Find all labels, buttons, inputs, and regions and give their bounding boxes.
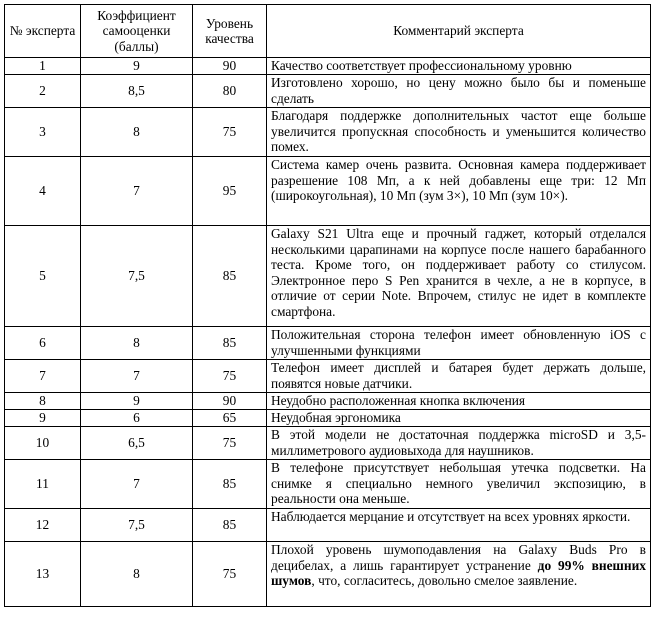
cell-expert-comment: В телефоне присутствует небольшая утечка подсветки. На снимке я специально немного увеличил экспозицию, в реальности она меньше. — [267, 460, 651, 509]
cell-expert-comment: Благодаря поддержке дополнительных частот еще больше увеличится пропускная способность и уменьшится количество помех. — [267, 108, 651, 157]
cell-quality-level: 90 — [193, 58, 267, 75]
comment-text-end: , что, согласитесь, довольно смелое заявление. — [311, 573, 578, 588]
cell-expert-comment: Телефон имеет дисплей и батарея будет держать дольше, появятся новые датчики. — [267, 360, 651, 393]
cell-quality-level: 75 — [193, 360, 267, 393]
table-row — [5, 542, 651, 607]
comment-text-start: Плохой уровень шумоподавления на Galaxy Buds Pro в децибелах, а лишь гарантирует устранение — [271, 542, 646, 573]
cell-self-score: 6,5 — [81, 427, 193, 460]
cell-quality-level: 75 — [193, 108, 267, 157]
cell-quality-level: 85 — [193, 327, 267, 360]
cell-self-score: 7 — [81, 360, 193, 393]
cell-self-score: 8 — [81, 542, 193, 607]
cell-self-score: 7 — [81, 157, 193, 226]
expert-evaluation-table — [4, 4, 651, 607]
table-row — [5, 393, 651, 410]
header-expert-number: № эксперта — [5, 5, 81, 58]
header-expert-comment: Комментарий эксперта — [267, 5, 651, 58]
table-row — [5, 427, 651, 460]
cell-expert-comment: Система камер очень развита. Основная камера поддерживает разрешение 108 Мп, а к ней добавлены еще три: 12 Мп (широкоугольная), 10 Мп (зум 3×), 10 Мп (зум 10×). — [267, 157, 651, 226]
cell-expert-number: 12 — [5, 509, 81, 542]
table-row — [5, 58, 651, 75]
expert-evaluation-document — [4, 4, 650, 607]
cell-self-score: 8,5 — [81, 75, 193, 108]
cell-expert-number: 4 — [5, 157, 81, 226]
cell-self-score: 8 — [81, 327, 193, 360]
cell-expert-number: 2 — [5, 75, 81, 108]
cell-expert-comment: Неудобная эргономика — [267, 410, 651, 427]
cell-self-score: 9 — [81, 393, 193, 410]
cell-expert-number: 5 — [5, 226, 81, 327]
cell-expert-number: 6 — [5, 327, 81, 360]
cell-expert-number: 11 — [5, 460, 81, 509]
cell-expert-comment: Изготовлено хорошо, но цену можно было бы и поменьше сделать — [267, 75, 651, 108]
table-row — [5, 460, 651, 509]
cell-expert-comment — [267, 542, 651, 607]
table-row — [5, 226, 651, 327]
cell-expert-comment: Наблюдается мерцание и отсутствует на всех уровнях яркости. — [267, 509, 651, 542]
table-row — [5, 327, 651, 360]
cell-self-score: 7,5 — [81, 509, 193, 542]
cell-expert-comment: Положительная сторона телефон имеет обновленную iOS с улучшенными функциями — [267, 327, 651, 360]
cell-self-score: 9 — [81, 58, 193, 75]
cell-quality-level: 90 — [193, 393, 267, 410]
cell-expert-comment: Неудобно расположенная кнопка включения — [267, 393, 651, 410]
cell-quality-level: 85 — [193, 460, 267, 509]
cell-quality-level: 75 — [193, 542, 267, 607]
table-row — [5, 157, 651, 226]
cell-self-score: 7 — [81, 460, 193, 509]
table-row — [5, 360, 651, 393]
cell-self-score: 6 — [81, 410, 193, 427]
cell-expert-number: 1 — [5, 58, 81, 75]
table-header-row — [5, 5, 651, 58]
comment-text-emphasis: до 99% внешних шумов — [271, 557, 646, 588]
cell-quality-level: 80 — [193, 75, 267, 108]
cell-expert-comment: В этой модели не достаточная поддержка microSD и 3,5-миллиметрового аудиовыхода для наушников. — [267, 427, 651, 460]
header-quality-level: Уровень качества — [193, 5, 267, 58]
cell-quality-level: 85 — [193, 509, 267, 542]
cell-expert-comment: Качество соответствует профессиональному уровню — [267, 58, 651, 75]
header-self-score: Коэффициент самооценки (баллы) — [81, 5, 193, 58]
cell-quality-level: 85 — [193, 226, 267, 327]
cell-expert-number: 8 — [5, 393, 81, 410]
cell-expert-number: 9 — [5, 410, 81, 427]
table-row — [5, 108, 651, 157]
cell-expert-number: 7 — [5, 360, 81, 393]
table-row — [5, 509, 651, 542]
cell-quality-level: 65 — [193, 410, 267, 427]
cell-expert-number: 13 — [5, 542, 81, 607]
table-row — [5, 75, 651, 108]
cell-expert-comment: Galaxy S21 Ultra еще и прочный гаджет, который отделался несколькими царапинами на корпусе после нашего барабанного теста. Кроме того, он поддерживает работу со стилусом. Электронное перо S Pen хранится в чехле, а не в корпусе, в отличие от серии Note. Впрочем, стилус не идет в комплекте смартфона. — [267, 226, 651, 327]
table-row — [5, 410, 651, 427]
cell-expert-number: 10 — [5, 427, 81, 460]
cell-quality-level: 95 — [193, 157, 267, 226]
cell-quality-level: 75 — [193, 427, 267, 460]
cell-self-score: 8 — [81, 108, 193, 157]
cell-self-score: 7,5 — [81, 226, 193, 327]
cell-expert-number: 3 — [5, 108, 81, 157]
